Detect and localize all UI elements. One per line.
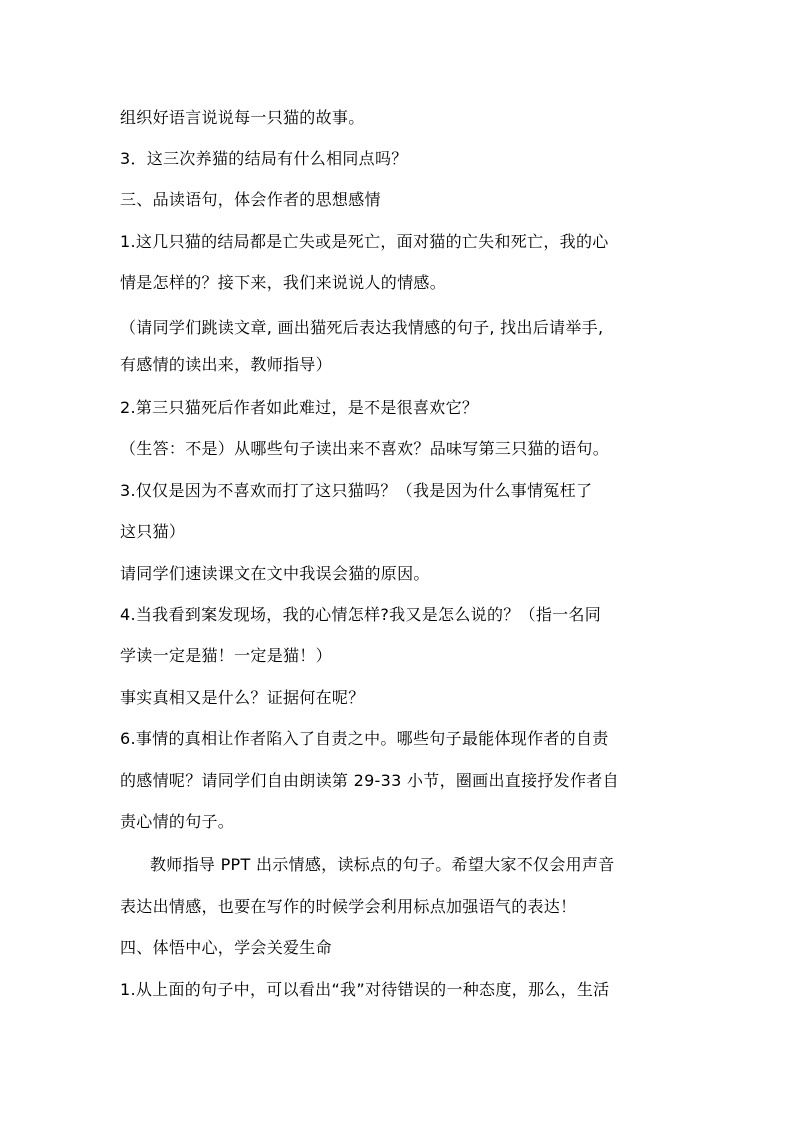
text-line: 2.第三只猫死后作者如此难过，是不是很喜欢它？: [120, 398, 479, 417]
text-line: 1.这几只猫的结局都是亡失或是死亡，面对猫的亡失和死亡，我的心: [120, 232, 609, 251]
text-line: 组织好语言说说每一只猫的故事。: [120, 108, 365, 127]
section-heading: 三、品读语句，体会作者的思想感情: [120, 190, 381, 209]
text-line: 4.当我看到案发现场，我的心情怎样?我又是怎么说的？（指一名同: [120, 605, 602, 624]
text-line: 有感情的读出来，教师指导）: [120, 355, 332, 374]
text-line: 3．这三次养猫的结局有什么相同点吗？: [120, 149, 408, 168]
section-heading: 四、体悟中心，学会关爱生命: [120, 938, 332, 957]
indented-paragraph-line: 教师指导 PPT 出示情感，读标点的句子。希望大家不仅会用声音: [150, 855, 615, 874]
text-line: 表达出情感，也要在写作的时候学会利用标点加强语气的表达！: [120, 897, 577, 916]
text-line: 责心情的句子。: [120, 812, 235, 831]
text-line: 请同学们速读课文在文中我误会猫的原因。: [120, 564, 430, 583]
text-line: 这只猫）: [120, 522, 186, 541]
text-line: 6.事情的真相让作者陷入了自责之中。哪些句子最能体现作者的自责: [120, 729, 609, 748]
text-line: 3.仅仅是因为不喜欢而打了这只猫吗？（我是因为什么事情冤枉了: [120, 481, 593, 500]
text-line: 事实真相又是什么？证据何在呢？: [120, 688, 365, 707]
text-line: 1.从上面的句子中，可以看出“我”对待错误的一种态度，那么，生活: [120, 980, 610, 999]
text-line: （生答：不是）从哪些句子读出来不喜欢？品味写第三只猫的语句。: [120, 439, 610, 458]
text-line: （请同学们跳读文章, 画出猫死后表达我情感的句子, 找出后请举手,: [120, 318, 604, 337]
text-line: 学读一定是猫！一定是猫！）: [120, 646, 332, 665]
text-line: 的感情呢？请同学们自由朗读第 29-33 小节，圈画出直接抒发作者自: [120, 771, 619, 790]
text-line: 情是怎样的？接下来，我们来说说人的情感。: [120, 273, 447, 292]
